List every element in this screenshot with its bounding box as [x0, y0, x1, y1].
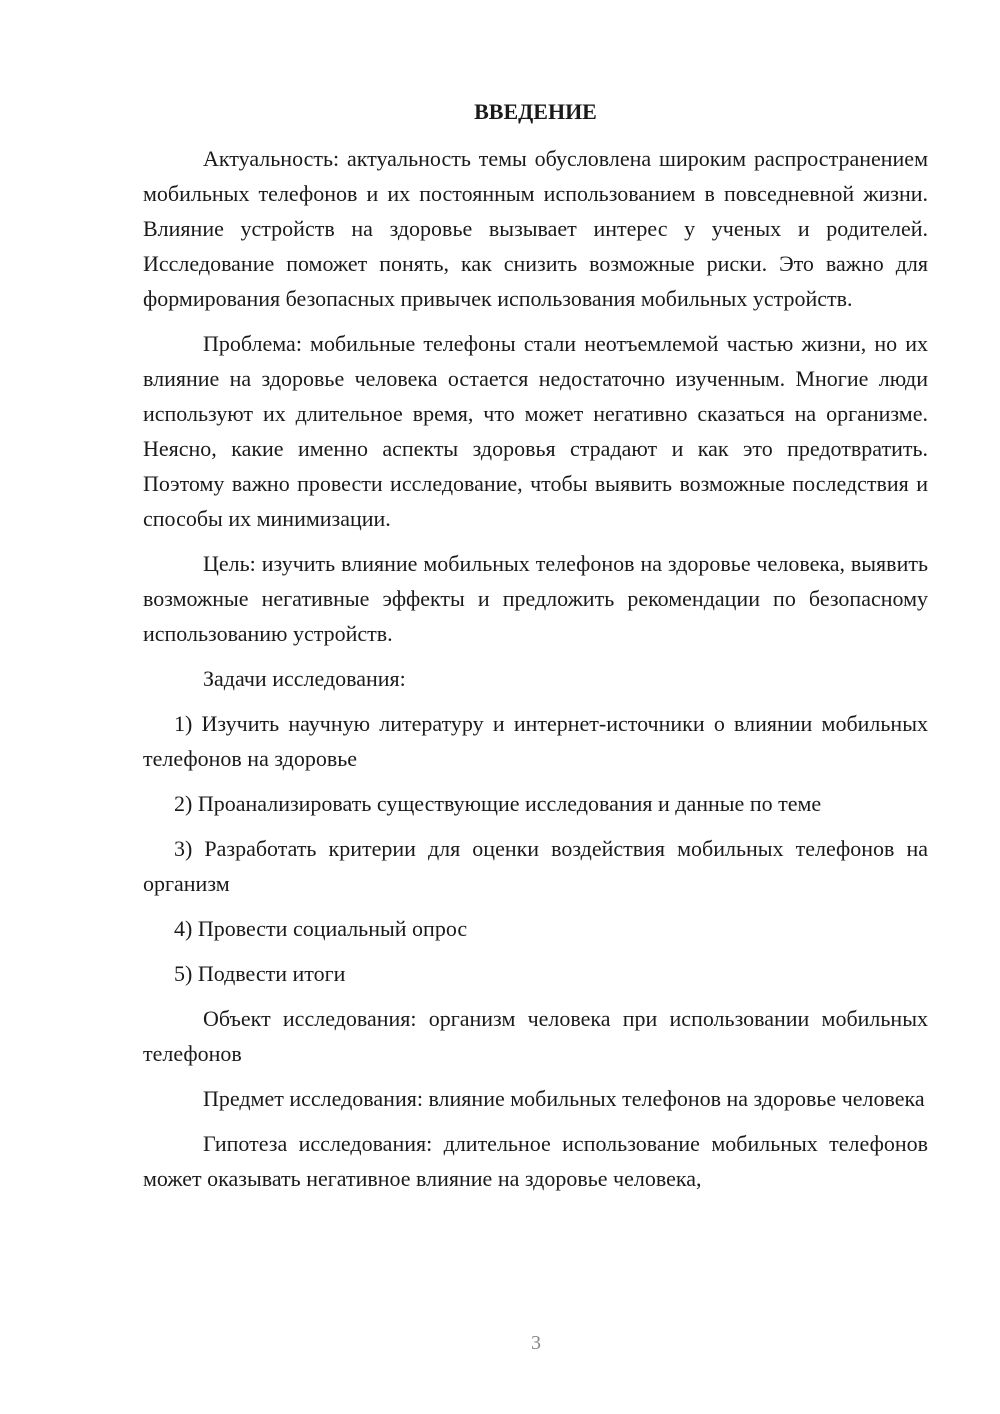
page-title: ВВЕДЕНИЕ — [474, 99, 597, 124]
tasks-heading: Задачи исследования: — [203, 666, 406, 691]
problem-paragraph: Проблема: мобильные телефоны стали неотъемлемой частью жизни, но их влияние на здоровье человека остается недостаточно изученным. Многие люди используют их длительное время, что может негативно сказаться на организме. Неясно, какие именно аспекты здоровья страдают и как это предотвратить. Поэтому важно провести исследование, чтобы выявить возможные последствия и способы их минимизации. — [143, 331, 928, 531]
page-number: 3 — [531, 1332, 541, 1354]
hypothesis-paragraph: Гипотеза исследования: длительное использование мобильных телефонов может оказывать негативное влияние на здоровье человека, — [143, 1131, 928, 1191]
object-paragraph: Объект исследования: организм человека при использовании мобильных телефонов — [143, 1006, 928, 1066]
task-item-1: 1) Изучить научную литературу и интернет-источники о влиянии мобильных телефонов на здоровье — [143, 711, 928, 771]
goal-paragraph: Цель: изучить влияние мобильных телефонов на здоровье человека, выявить возможные негативные эффекты и предложить рекомендации по безопасному использованию устройств. — [143, 551, 928, 646]
relevance-paragraph: Актуальность: актуальность темы обусловлена широким распространением мобильных телефонов и их постоянным использованием в повседневной жизни. Влияние устройств на здоровье вызывает интерес у ученых и родителей. Исследование поможет понять, как снизить возможные риски. Это важно для формирования безопасных привычек использования мобильных устройств. — [143, 146, 928, 311]
task-item-2: 2) Проанализировать существующие исследования и данные по теме — [174, 791, 822, 816]
task-item-3: 3) Разработать критерии для оценки воздействия мобильных телефонов на организм — [143, 836, 928, 896]
task-item-4: 4) Провести социальный опрос — [174, 916, 468, 941]
page-content — [143, 94, 928, 1206]
task-item-5: 5) Подвести итоги — [174, 961, 346, 986]
subject-paragraph: Предмет исследования: влияние мобильных телефонов на здоровье человека — [203, 1086, 925, 1111]
